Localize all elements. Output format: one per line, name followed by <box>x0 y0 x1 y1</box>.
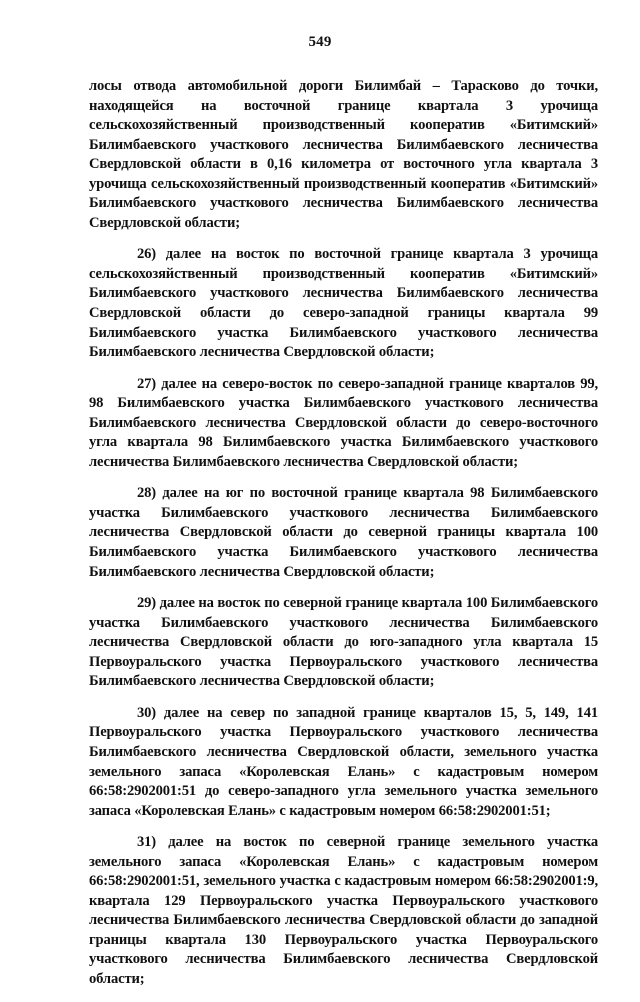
paragraph-item-27: 27) далее на северо-восток по северо-западной границе кварталов 99, 98 Билимбаевского участка Билимбаевского участкового лесничества Билимбаевского лесничества Свердловской области до северо-восточного угла квартала 98 Билимбаевского участка Билимбаевского участкового лесничества Билимбаевского лесничества Свердловской области; <box>89 375 598 470</box>
paragraph-item-29: 29) далее на восток по северной границе квартала 100 Билимбаевского участка Билимбаевского участкового лесничества Билимбаевского лесничества Свердловской области до юго-западного угла квартала 15 Первоуральского участка Первоуральского участкового лесничества Билимбаевского лесничества Свердловской области; <box>89 595 598 690</box>
paragraph-item-31: 31) далее на восток по северной границе земельного участка земельного запаса «Королевская Елань» с кадастровым номером 66:58:2902001:51, земельного участка с кадастровым номером 66:58:2902001:9, квартала 129 Первоуральского участка Первоуральского участкового лесничества Билимбаевского лесничества Свердловской области до западной границы квартала 130 Первоуральского участка Первоуральского участкового лесничества Билимбаевского лесничества Свердловской области; <box>89 834 598 987</box>
paragraph-item-26: 26) далее на восток по восточной границе квартала 3 урочища сельскохозяйственный производственный кооператив «Битимский» Билимбаевского участкового лесничества Билимбаевского лесничества Свердловской области до северо-западной границы квартала 99 Билимбаевского участка Билимбаевского участкового лесничества Билимбаевского лесничества Свердловской области; <box>89 246 598 361</box>
paragraph-continuation: лосы отвода автомобильной дороги Билимбай – Тарасково до точки, находящейся на восточной границе квартала 3 урочища сельскохозяйственный производственный кооператив «Битимский» Билимбаевского участкового лесничества Билимбаевского лесничества Свердловской области в 0,16 километра от восточного угла квартала 3 урочища сельскохозяйственный производственный кооператив «Битимский» Билимбаевского участкового лесничества Билимбаевского лесничества Свердловской области; <box>89 78 598 231</box>
paragraph-item-28: 28) далее на юг по восточной границе квартала 98 Билимбаевского участка Билимбаевского участкового лесничества Билимбаевского лесничества Свердловской области до северной границы квартала 100 Билимбаевского участка Билимбаевского участкового лесничества Билимбаевского лесничества Свердловской области; <box>89 485 598 580</box>
page-number: 549 <box>308 34 332 50</box>
paragraph-item-30: 30) далее на север по западной границе кварталов 15, 5, 149, 141 Первоуральского участка Первоуральского участкового лесничества Билимбаевского лесничества Свердловской области, земельного участка земельного запаса «Королевская Елань» с кадастровым номером 66:58:2902001:51 до северо-западного угла земельного участка земельного запаса «Королевская Елань» с кадастровым номером 66:58:2902001:51; <box>89 704 598 819</box>
document-body <box>89 77 598 1002</box>
